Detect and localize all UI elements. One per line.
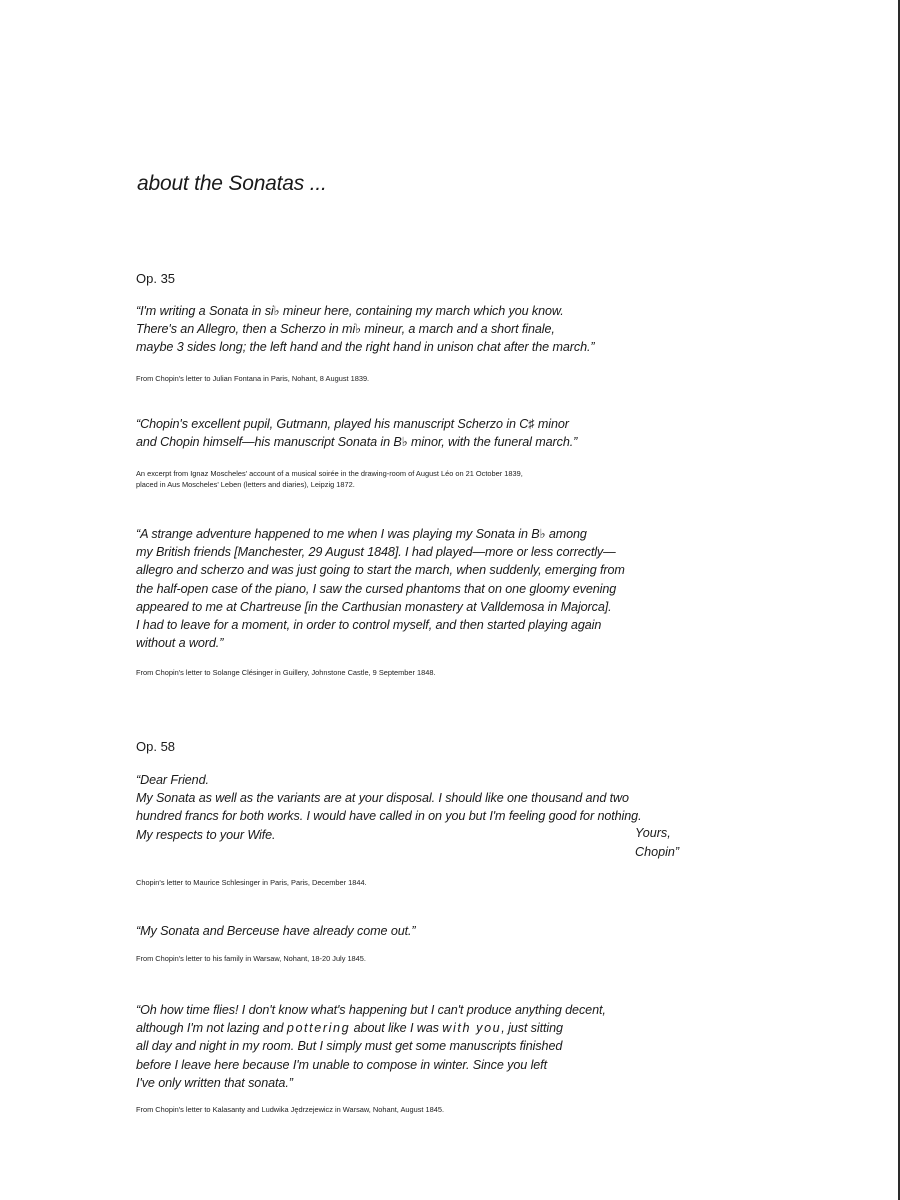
quote-op58-family [136, 922, 416, 940]
quote-line: “Dear Friend. [136, 773, 209, 787]
section-heading-op35: Op. 35 [136, 271, 176, 286]
source-op35-clesinger [136, 667, 436, 678]
closing-signature: Chopin” [635, 845, 680, 859]
quote-line: “I'm writing a Sonata in si♭ mineur here, containing my march which you know. [136, 304, 564, 318]
quote-op58-jedrzejewicz [136, 1001, 606, 1092]
quote-line: and Chopin himself—his manuscript Sonata in B♭ minor, with the funeral march.” [136, 435, 578, 450]
source-op35-fontana [136, 373, 369, 384]
quote-op35-clesinger [136, 525, 625, 652]
quote-line: There's an Allegro, then a Scherzo in mi♭ mineur, a march and a short finale, [136, 322, 555, 337]
quote-segment: about like I was [350, 1021, 443, 1036]
page-title: about the Sonatas ... [137, 172, 327, 195]
quote-line: “Oh how time flies! I don't know what's happening but I can't produce anything decent, [136, 1003, 606, 1017]
quote-op58-schlesinger [136, 771, 641, 844]
quote-segment-spaced: pottering [286, 1021, 351, 1036]
source-op58-schlesinger [136, 877, 367, 888]
quote-line: before I leave here because I'm unable to compose in winter. Since you left [136, 1057, 547, 1072]
source-line: placed in Aus Moscheles' Leben (letters and diaries), Leipzig 1872. [136, 480, 355, 489]
quote-line: “Chopin's excellent pupil, Gutmann, played his manuscript Scherzo in C♯ minor [136, 417, 569, 431]
quote-line: my British friends [Manchester, 29 August 1848]. I had played—more or less correctly— [136, 545, 616, 560]
quote-line: maybe 3 sides long; the left hand and the right hand in unison chat after the march.” [136, 340, 595, 355]
quote-segment-spaced: with you [442, 1021, 502, 1036]
section-heading-op58: Op. 58 [136, 739, 176, 754]
quote-line: I've only written that sonata.” [136, 1075, 293, 1090]
quote-line: the half-open case of the piano, I saw the cursed phantoms that on one gloomy evening [136, 581, 617, 596]
source-line: From Chopin's letter to Solange Clésinger in Guillery, Johnstone Castle, 9 September 1848. [136, 668, 436, 677]
source-op35-moscheles [136, 468, 523, 490]
source-line: From Chopin's letter to Julian Fontana in Paris, Nohant, 8 August 1839. [136, 374, 370, 383]
quote-line: appeared to me at Chartreuse [in the Carthusian monastery at Valldemosa in Majorca]. [136, 599, 612, 614]
source-line: Chopin's letter to Maurice Schlesinger in Paris, Paris, December 1844. [136, 878, 367, 887]
quote-line: hundred francs for both works. I would have called in on you but I'm feeling good for nothing. [136, 809, 642, 824]
quote-line-mixed [136, 1019, 606, 1037]
quote-line: I had to leave for a moment, in order to control myself, and then started playing again [136, 617, 602, 632]
source-line: An excerpt from Ignaz Moscheles' account of a musical soirée in the drawing-room of August Léo on 21 October 1839, [136, 469, 523, 478]
source-line: From Chopin's letter to his family in Warsaw, Nohant, 18-20 July 1845. [136, 954, 366, 963]
quote-line: “My Sonata and Berceuse have already come out.” [136, 924, 416, 938]
quote-line: allegro and scherzo and was just going to start the march, when suddenly, emerging from [136, 563, 625, 578]
quote-line: without a word.” [136, 636, 224, 651]
quote-line: My respects to your Wife. [136, 827, 276, 842]
quote-line: all day and night in my room. But I simply must get some manuscripts finished [136, 1039, 563, 1054]
source-op58-family [136, 953, 366, 964]
quote-op35-fontana [136, 302, 594, 357]
quote-segment: , just sitting [501, 1021, 563, 1036]
quote-line: “A strange adventure happened to me when I was playing my Sonata in B♭ among [136, 527, 587, 541]
closing-yours: Yours, [635, 826, 671, 840]
quote-line: My Sonata as well as the variants are at your disposal. I should like one thousand and two [136, 791, 629, 806]
quote-segment: although I'm not lazing and [136, 1021, 287, 1036]
quote-op35-moscheles [136, 415, 577, 451]
source-line: From Chopin's letter to Kalasanty and Ludwika Jędrzejewicz in Warsaw, Nohant, August 1845. [136, 1105, 445, 1114]
source-op58-jedrzejewicz [136, 1104, 444, 1115]
